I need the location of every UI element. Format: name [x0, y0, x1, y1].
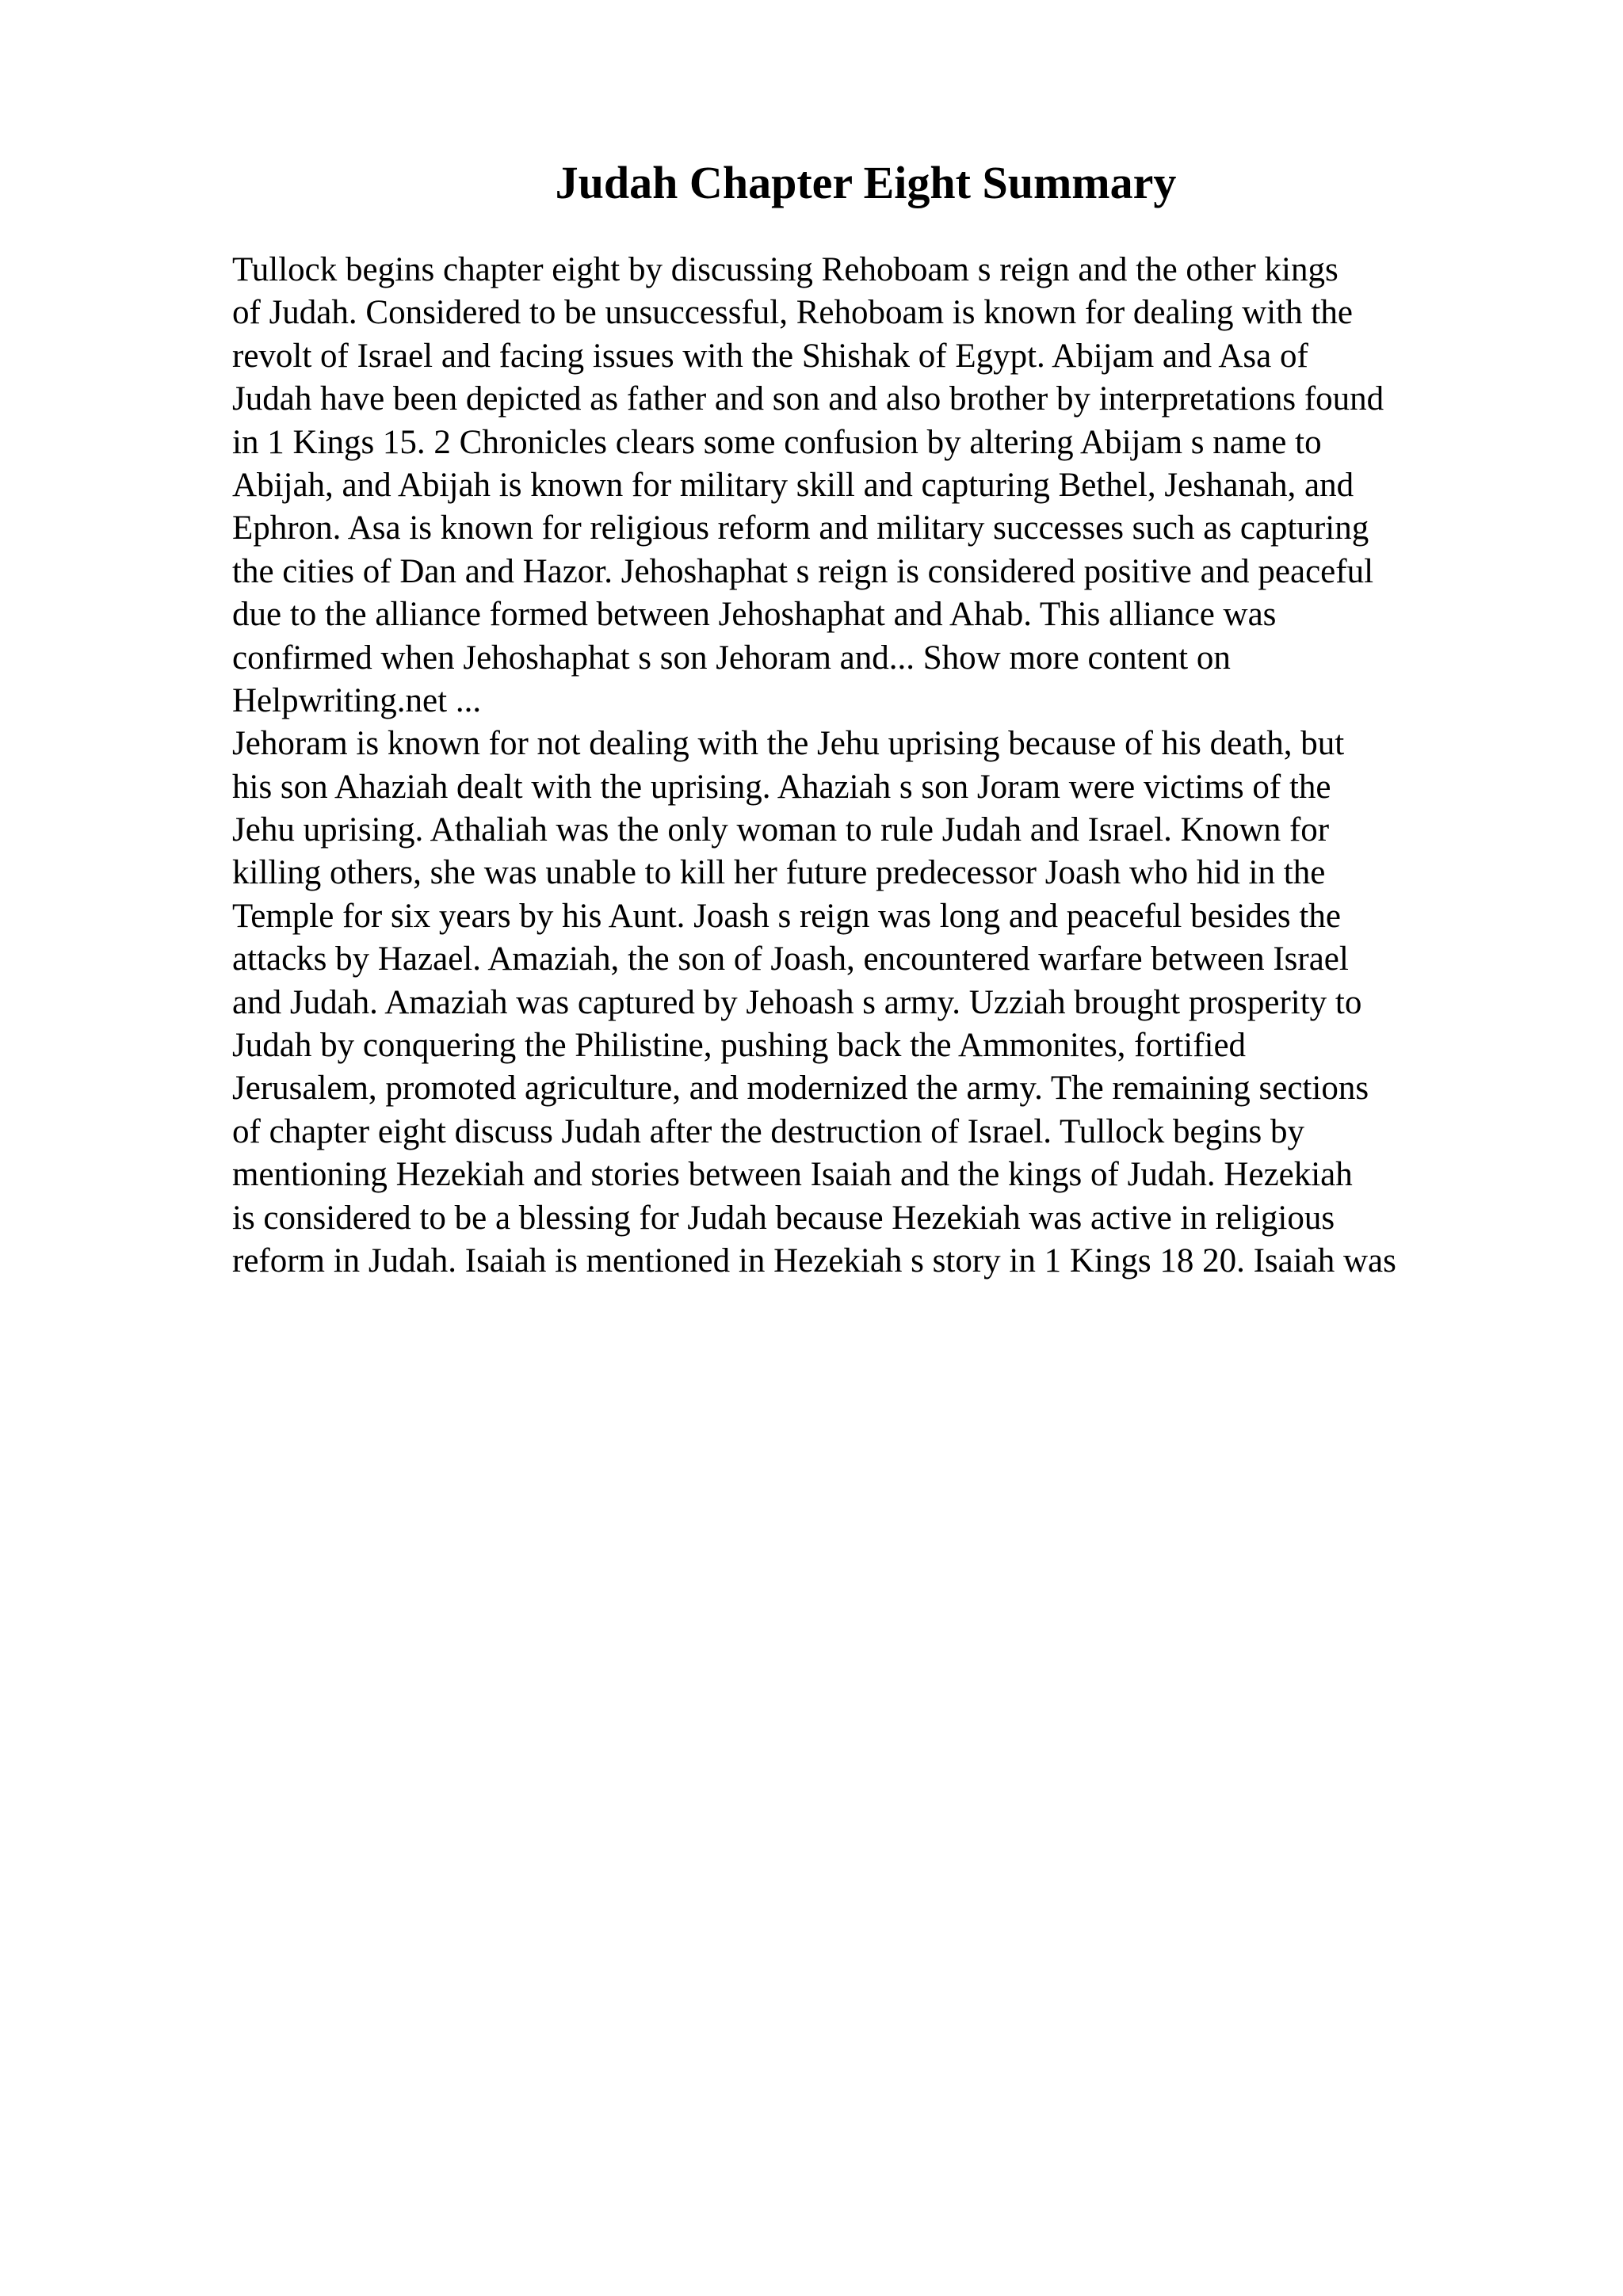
- body-line: Abijah, and Abijah is known for military skill and capturing Bethel, Jeshanah, and: [232, 466, 1354, 504]
- body-line: of Judah. Considered to be unsuccessful, Rehoboam is known for dealing with the: [232, 294, 1353, 332]
- body-line: killing others, she was unable to kill her future predecessor Joash who hid in the: [232, 854, 1326, 892]
- body-line: his son Ahaziah dealt with the uprising. Ahaziah s son Joram were victims of the: [232, 768, 1331, 806]
- body-line: revolt of Israel and facing issues with the Shishak of Egypt. Abijam and Asa of: [232, 337, 1308, 375]
- body-line: Jehu uprising. Athaliah was the only woman to rule Judah and Israel. Known for: [232, 811, 1330, 849]
- body-line: Jehoram is known for not dealing with the Jehu uprising because of his death, but: [232, 725, 1345, 763]
- body-line: Tullock begins chapter eight by discussing Rehoboam s reign and the other kings: [232, 251, 1338, 288]
- body-line: the cities of Dan and Hazor. Jehoshaphat s reign is considered positive and peaceful: [232, 552, 1374, 590]
- body-line: is considered to be a blessing for Judah because Hezekiah was active in religious: [232, 1199, 1335, 1237]
- body-line: Judah have been depicted as father and son and also brother by interpretations found: [232, 380, 1384, 418]
- body-line: in 1 Kings 15. 2 Chronicles clears some confusion by altering Abijam s name to: [232, 423, 1322, 461]
- body-line: attacks by Hazael. Amaziah, the son of Joash, encountered warfare between Israel: [232, 940, 1349, 978]
- body-line: Temple for six years by his Aunt. Joash s reign was long and peaceful besides the: [232, 897, 1341, 935]
- body-line: of chapter eight discuss Judah after the destruction of Israel. Tullock begins by: [232, 1112, 1305, 1150]
- body-line: mentioning Hezekiah and stories between Isaiah and the kings of Judah. Hezekiah: [232, 1156, 1353, 1194]
- document-body: [232, 249, 1595, 1283]
- body-line: and Judah. Amaziah was captured by Jehoash s army. Uzziah brought prosperity to: [232, 983, 1362, 1021]
- document-title: Judah Chapter Eight Summary: [555, 157, 1177, 208]
- body-line: Judah by conquering the Philistine, pushing back the Ammonites, fortified: [232, 1027, 1247, 1065]
- body-line: due to the alliance formed between Jehoshaphat and Ahab. This alliance was: [232, 596, 1277, 634]
- body-line: Ephron. Asa is known for religious reform and military successes such as capturing: [232, 509, 1369, 547]
- body-line: Jerusalem, promoted agriculture, and modernized the army. The remaining sections: [232, 1070, 1369, 1108]
- body-line: Helpwriting.net ...: [232, 681, 482, 719]
- body-line: confirmed when Jehoshaphat s son Jehoram and... Show more content on: [232, 639, 1231, 677]
- body-line: reform in Judah. Isaiah is mentioned in Hezekiah s story in 1 Kings 18 20. Isaiah was: [232, 1241, 1396, 1280]
